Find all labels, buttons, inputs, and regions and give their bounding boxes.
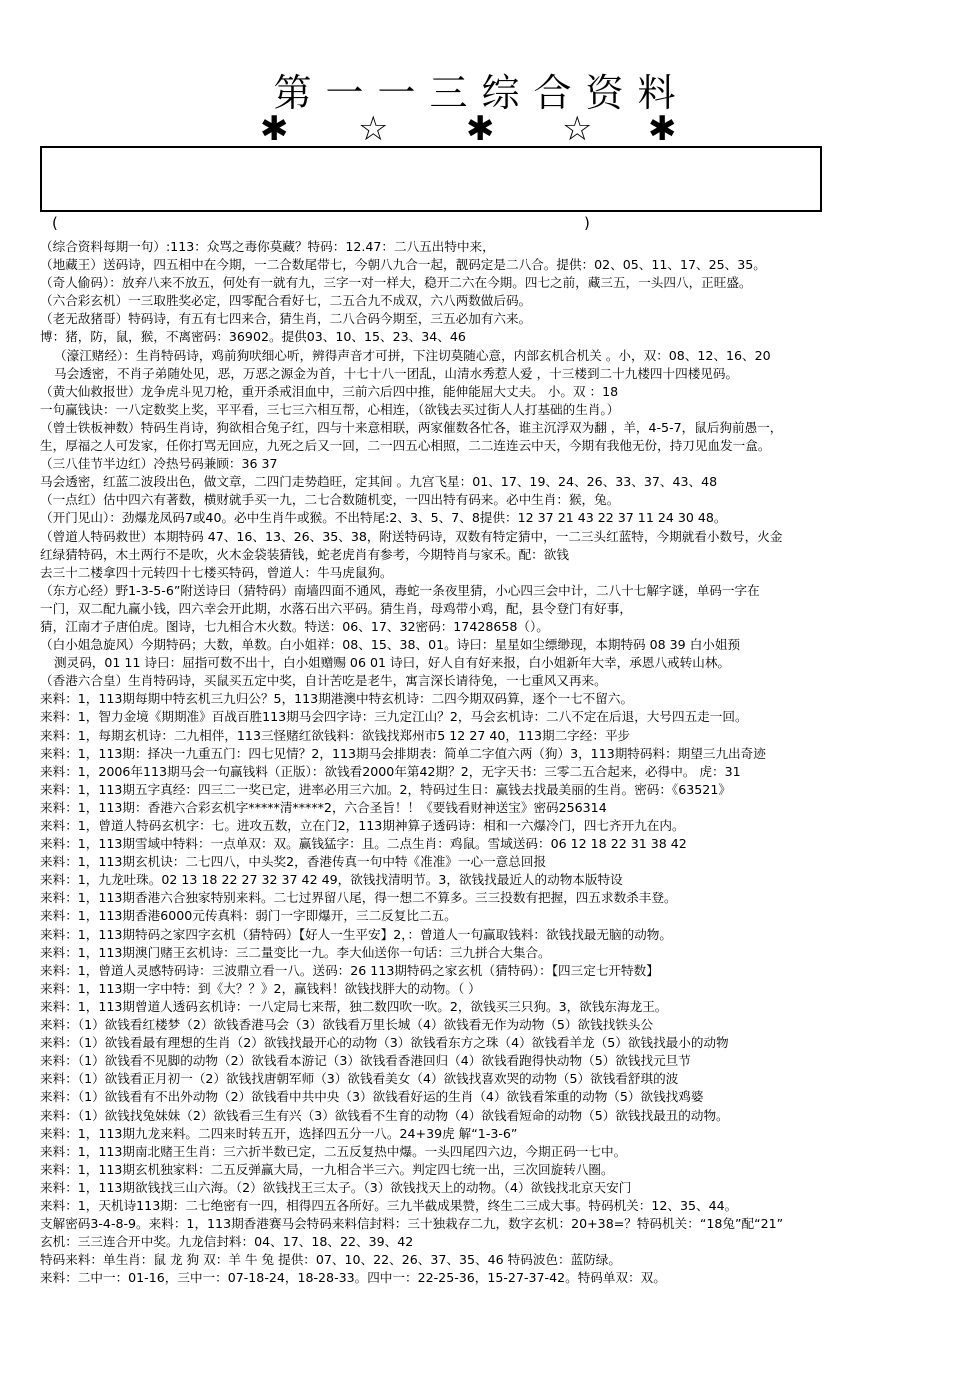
text-line: 来料：1，113期五字真经：四三二一奖已定，进率必用三六加。2，特码过生日：赢钱去找最美丽的生肖。密码：《63521》 (40, 781, 731, 797)
text-line: （三八佳节半边红）冷热号码兼顾：36 37 (40, 456, 278, 472)
text-line: （东方心经）野1-3-5-6”附送诗曰（猜特码）南墙四面不通风，毒蛇一条夜里猜，小心四三会中计，二八十七解字谜，单码一字在 (40, 582, 760, 598)
text-line: （曾道人特码救世）本期特码 47、16、13、26、35、38，附送特码诗，双数有特定猜中，一二三头红蓝特，今期就看小数号，火金 (40, 528, 783, 544)
document-body (40, 238, 922, 1287)
text-line: 博：猪，防，鼠，猴，不离密码：36902。提供03、10、15、23、34、46 (40, 329, 466, 345)
text-line: 来料：1，每期玄机诗：二九相伴，113三怪赌红欲钱料：欲钱找郑州市5 12 27 40，113期二字经：平步 (40, 727, 631, 743)
text-line: （老无敌猪哥）特码诗，有五有七四来合，猜生肖，二八合码今期至，三五必加有六来。 (40, 311, 532, 327)
text-line: 来料：（1）欲钱看红楼梦（2）欲钱香港马会（3）欲钱看万里长城（4）欲钱看无作为动物（5）欲钱找铁头公 (40, 1017, 654, 1033)
text-line: 玄机：三三连合开中奖。九龙信封料：04、17、18、22、39、42 (40, 1234, 414, 1250)
text-line: 来料：1，113期一字中特：到《大？？》2，赢钱料！欲钱找胖大的动物。（ ） (40, 980, 481, 996)
text-line: 支解密码3-4-8-9。来料：1，113期香港赛马会特码来料信封料：三十独栽存二九，数字玄机：20+38=？特码机关：“18兔”配“21” (40, 1216, 784, 1232)
text-line: 生，厚福之人可发家，任你打骂无回应，九死之后又一回，二一四五心相照，二二连连云中天，今期有我他无份，持刀见血发一盒。 (40, 438, 771, 454)
text-line: 红绿猜特码，木土两行不是吹，火木金袋装猜钱，蛇老虎肖有参考，今期特肖与家禾。配：欲钱 (40, 546, 569, 562)
text-line: 来料：1，113期：香港六合彩玄机字*****清*****2，六合圣旨！！《要钱看财神送宝》密码256314 (40, 799, 607, 815)
text-line: 来料：（1）欲钱找兔妹妹（2）欲钱看三生有兴（3）欲钱看不生育的动物（4）欲钱看短命的动物（5）欲钱找最丑的动物。 (40, 1107, 729, 1123)
text-line: 来料：（1）欲钱看有不出外动物（2）欲钱看中共中央（3）欲钱看好运的生肖（4）欲钱看笨重的动物（5）欲钱找鸡婆 (40, 1089, 704, 1105)
text-line: 马会透密，不肖子弟随处见，恶，万恶之源金为首，十七十八一团乱，山清水秀惹人爱 ，十三楼到二十九楼四十四楼见码。 (54, 365, 739, 381)
text-line: 猜，江南才子唐伯虎。图诗，七九相合木火数。特送：06、17、32密码：17428658（）。 (40, 618, 549, 634)
text-line: 来料：1，113期特码之家四字玄机（猜特码）【好人一生平安】2，：曾道人一句赢取钱料：欲钱找最无脑的动物。 (40, 926, 672, 942)
text-line: 来料：（1）欲钱看最有理想的生肖（2）欲钱找最开心的动物（3）欲钱看东方之珠（4）欲钱看羊龙（5）欲钱找最小的动物 (40, 1035, 729, 1051)
text-line: 来料：1，曾道人特码玄机字：七。进攻五数，立在门2，113期神算子透码诗：相和一六爆冷门，四七齐开九在内。 (40, 818, 685, 833)
text-line: （白小姐急旋风）今期特码；大数，单数。白小姐祥：08、15、38、01。诗曰：星星如尘缥缈现，本期特码 08 39 白小姐预 (40, 637, 741, 653)
asterisk-star-icon: ✱ (466, 109, 495, 149)
text-line: 来料：1，智力金境《期期准》百战百胜113期马会四字诗：三九定江山？2，马会玄机诗：二八不定在后退，大号四五走一回。 (40, 709, 748, 725)
text-line: 来料：1，113期雪域中特料：一点单双：双。赢钱猛字：且。二点生肖：鸡鼠。雪域送码：06 12 18 22 31 38 42 (40, 836, 687, 852)
text-line: 一句赢钱诀：一八定数奖上奖，平平看，三七三六相互帮，心相连，（欲钱去买过街人人打基础的生肖。） (40, 401, 620, 417)
text-line: 特码来料：单生肖：鼠 龙 狗 双：羊 牛 兔 提供：07、10、22、26、37、35、46 特码波色：蓝防绿。 (40, 1252, 621, 1268)
text-line: （一点红）估中四六有著数，横财就手买一九，二七合数随机变，一四出特有码来。必中生肖：猴，兔。 (40, 492, 620, 508)
text-line: （六合彩玄机）一三取胜奖必定，四零配合看好七，二五合九不成双，六八两数做后码。 (40, 293, 532, 309)
blank-header-box (40, 146, 822, 212)
text-line: 来料：（1）欲钱看不见脚的动物（2）欲钱看本游记（3）欲钱看香港回归（4）欲钱看跑得快动物（5）欲钱找元旦节 (40, 1053, 691, 1069)
asterisk-star-icon: ✱ (648, 109, 677, 149)
text-line: （开门见山）：劲爆龙凤码7或40。必中生肖牛或猴。不出特尾:2、3、5、7、8提供：12 37 21 43 22 37 11 24 30 48。 (40, 510, 727, 526)
text-line: 来料：1，113期：择决一九重五门：四七见情？2，113期马会排期表：简单二字值六两（狗）3，113期特码料：期望三九出奇迹 (40, 745, 766, 761)
page-title: 第一一三综合资料 (273, 71, 690, 115)
outline-star-icon: ☆ (358, 109, 389, 149)
text-line: 来料：1，113期南北赌王生肖：三六折半数已定，二五反复热中爆。一头四尾四六边，今期正码一七中。 (40, 1143, 627, 1159)
text-line: （奇人偷码）：放弃八来不放五，何处有一就有九，三字一对一样大，稳开二六在今期。四七之前，藏三五，一头四八，正旺盛。 (40, 275, 752, 291)
text-line: 来料：1，九龙吐珠。02 13 18 22 27 32 37 42 49，欲钱找清明节。3，欲钱找最近人的动物本版特设 (40, 872, 623, 888)
text-line: 去三十二楼拿四十元转四十七楼买特码，曾道人：牛马虎鼠狗。 (40, 564, 393, 580)
text-line: 来料：1，曾道人灵感特码诗：三波鼎立看一八。送码：26 113期特码之家玄机（猜特码）：【四三定七开特数】 (40, 962, 659, 978)
text-line: （濠江赌经）：生肖特码诗，鸡前狗吠细心听，辨得声音才可拼，下注切莫随心意，内部玄机合机关 。小，双：08、12、16、20 (54, 347, 771, 363)
text-line: 来料：1，天机诗113期：二七绝密有一四，相得四五各所好。三九半截成果赞，终生二三成大事。特码机关：12、35、44。 (40, 1197, 738, 1213)
text-line: 来料：1，113期玄机独家料：二五反弹赢大局，一九相合半三六。判定四七统一出，三次回旋转八圈。 (40, 1161, 614, 1177)
text-line: 来料：1，113期香港六合独家特别来料。二七过界留八尾，得一想二不算多。三三投数有把握，四五求数杀丰登。 (40, 890, 677, 906)
text-line: 来料：（1）欲钱看正月初一（2）欲钱找唐朝军师（3）欲钱看美女（4）欲钱找喜欢哭的动物（5）欲钱看舒琪的波 (40, 1071, 679, 1087)
text-line: （地藏王）送码诗，四五相中在今期，一二合数尾带七，今朝八九合一起，靓码定是二八合。提供：02、05、11、17、25、35。 (40, 257, 766, 273)
text-line: 来料：1，113期曾道人透码玄机诗：一八定局七来帮，独二数四吹一吹。2，欲钱买三只狗。3，欲钱东海龙王。 (40, 998, 668, 1014)
text-line: 来料：1，113期澳门赌王玄机诗：三二量变比一九。李大仙送你一句话：三九拼合大集合。 (40, 944, 551, 960)
asterisk-star-icon: ✱ (260, 109, 289, 149)
text-line: 来料：1，113期玄机诀：二七四八，中头奖2，香港传真一句中特《准准》一心一意总回报 (40, 854, 547, 870)
text-line: 一门，双二配九赢小钱，四六幸会开此期，水落石出六平码。猜生肖，母鸡带小鸡，配，县令登门有好事， (40, 600, 632, 616)
text-line: 马会透密，红蓝二波段出色，做文章，二四门走势趋旺，定其间 。九宫飞星：01、17、19、24、26、33、37、43、48 (40, 474, 718, 490)
close-paren: ) (584, 214, 590, 232)
text-line: （香港六合皇）生肖特码诗，买鼠买五定中奖，自计苦吃是老牛，寓言深长请待兔，一七重风又再来。 (40, 673, 607, 689)
text-line: 来料：二中一：01-16，三中一：07-18-24，18-28-33。四中一：22-25-36，15-27-37-42。特码单双：双。 (40, 1270, 666, 1286)
text-line: 来料：1，113期每期中特玄机三九归公？5，113期港澳中特玄机诗：二四今期双码算，逐个一七不留六。 (40, 691, 634, 707)
text-line: （曾士铁板神数）特码生肖诗，狗欲相合兔子红，四与十来意相联，两家催数各忙各，谁主沉浮双为翻 ，羊，4-5-7，鼠后狗前愚一， (40, 419, 783, 435)
text-line: （综合资料每期一句）:113：众骂之毒你莫藏？特码：12.47：二八五出特中来， (40, 239, 495, 254)
text-line: 来料：1，2006年113期马会一句赢钱料（正版）：欲钱看2000年第42期？2，无字天书：三零二五合起来，必得中。 虎：31 (40, 763, 741, 779)
text-line: 测灵码，01 11 诗曰：屈指可数不出十，白小姐赠赐 06 01 诗曰，好人自有好来报，白小姐新年大幸，承恩八戒转山林。 (54, 655, 731, 671)
outline-star-icon: ☆ (562, 109, 593, 149)
text-line: （黄大仙救报世）龙争虎斗见刀枪，重开杀戒泪血中，三前六后四中推，能伸能屈大丈夫。 小。双 ：18 (40, 383, 619, 399)
text-line: 来料：1，113期九龙来料。二四来时转五开，选择四五分一八。24+39虎 解“1-3-6” (40, 1125, 518, 1141)
text-line: 来料：1，113期香港6000元传真料：弱门一字即爆开，三二反复比二五。 (40, 908, 457, 924)
text-line: 来料：1，113期欲钱找三山六海。（2）欲钱找王三太子。（3）欲钱找天上的动物。（4）欲钱找北京天安门 (40, 1179, 632, 1195)
open-paren: ( (52, 214, 58, 232)
